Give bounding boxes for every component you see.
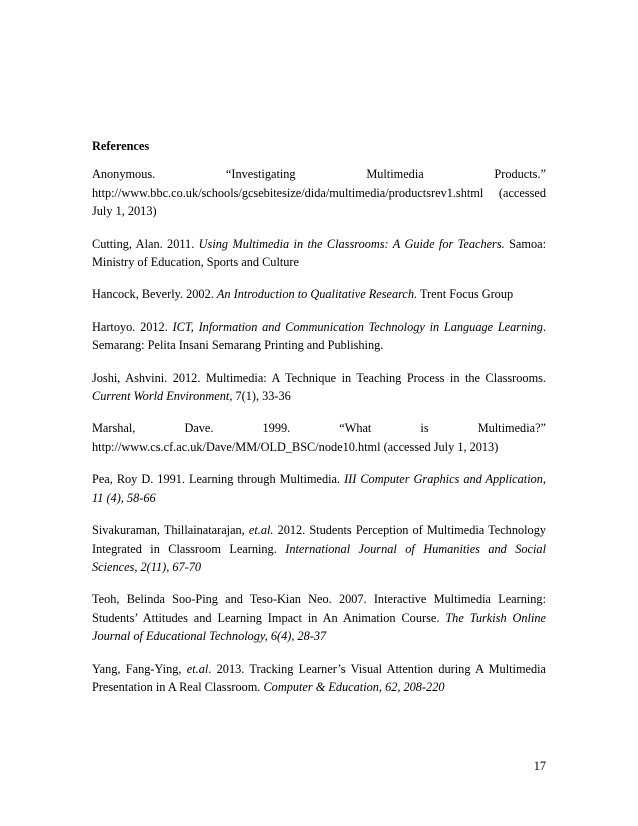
reference-entry	[92, 470, 546, 507]
reference-etal: et.al	[186, 661, 209, 676]
reference-url: http://www.cs.cf.ac.uk/Dave/MM/OLD_BSC/node10.html (accessed July 1, 2013)	[92, 439, 499, 454]
reference-word: Dave.	[184, 421, 214, 436]
reference-word: Products.”	[494, 167, 546, 182]
reference-author: Teoh, Belinda Soo-Ping and Teso-Kian Neo. 2007. Interactive Multimedia Learning: Students’ Attitudes and Learning Impact in An Animation Course.	[92, 592, 546, 625]
reference-title: Using Multimedia in the Classrooms: A Guide for Teachers.	[198, 236, 505, 251]
reference-word: is	[420, 421, 429, 436]
reference-first-line	[92, 165, 546, 183]
reference-url: http://www.bbc.co.uk/schools/gcsebitesize/dida/multimedia/productsrev1.shtml (accessed July 1, 2013)	[92, 185, 546, 219]
reference-first-line	[92, 419, 546, 437]
reference-etal: et.al.	[248, 523, 274, 538]
references-section	[92, 137, 546, 710]
reference-title: An Introduction to Qualitative Research.	[216, 287, 418, 302]
reference-word: “Investigating	[225, 167, 296, 182]
reference-author: Hartoyo. 2012.	[92, 319, 173, 334]
reference-journal: International Journal of Humanities and Social Sciences, 2(11), 67-70	[92, 541, 546, 574]
reference-entry	[92, 521, 546, 576]
reference-publisher: Samoa: Ministry of Education, Sports and Culture	[92, 236, 546, 270]
reference-word: Anonymous.	[92, 167, 156, 182]
reference-entry	[92, 419, 546, 456]
reference-word: Multimedia	[366, 167, 424, 182]
page-number: 17	[533, 759, 546, 773]
reference-entry	[92, 285, 546, 303]
reference-entry	[92, 318, 546, 355]
reference-entry	[92, 165, 546, 220]
reference-title: ICT, Information and Communication Technology in Language Learning	[172, 319, 543, 334]
reference-author: Joshi, Ashvini. 2012. Multimedia: A Technique in Teaching Process in the Classrooms.	[92, 370, 546, 385]
reference-author: Yang, Fang-Ying,	[92, 661, 187, 676]
references-heading: References	[92, 139, 150, 153]
reference-publisher: Trent Focus Group	[417, 287, 514, 302]
reference-journal: The Turkish Online Journal of Educational Technology, 6(4), 28-37	[92, 610, 546, 644]
reference-author: Sivakuraman, Thillainatarajan,	[92, 523, 249, 538]
reference-word: Multimedia?”	[477, 421, 546, 436]
reference-author: Cutting, Alan. 2011.	[92, 236, 199, 251]
reference-entry	[92, 369, 546, 406]
reference-title: Current World Environment	[92, 389, 230, 404]
reference-publisher: . Semarang: Pelita Insani Semarang Printing and Publishing.	[92, 319, 547, 353]
reference-word: Marshal,	[92, 421, 136, 436]
reference-entry	[92, 235, 546, 272]
reference-journal: Computer & Education, 62, 208-220	[263, 679, 445, 694]
reference-title: III Computer Graphics and Application, 11 (4), 58-66	[92, 472, 546, 505]
reference-word: “What	[339, 421, 372, 436]
reference-title: . 2013. Tracking Learner’s Visual Attention during A Multimedia Presentation in A Real Classroom.	[92, 661, 546, 694]
reference-title: 2012. Students Perception of Multimedia Technology Integrated in Classroom Learning.	[92, 523, 546, 556]
reference-entry	[92, 590, 546, 645]
reference-author: Pea, Roy D. 1991. Learning through Multimedia.	[92, 472, 345, 487]
reference-word: 1999.	[262, 421, 291, 436]
reference-publisher: , 7(1), 33-36	[229, 389, 291, 404]
reference-entry	[92, 660, 546, 697]
reference-author: Hancock, Beverly. 2002.	[92, 287, 217, 302]
